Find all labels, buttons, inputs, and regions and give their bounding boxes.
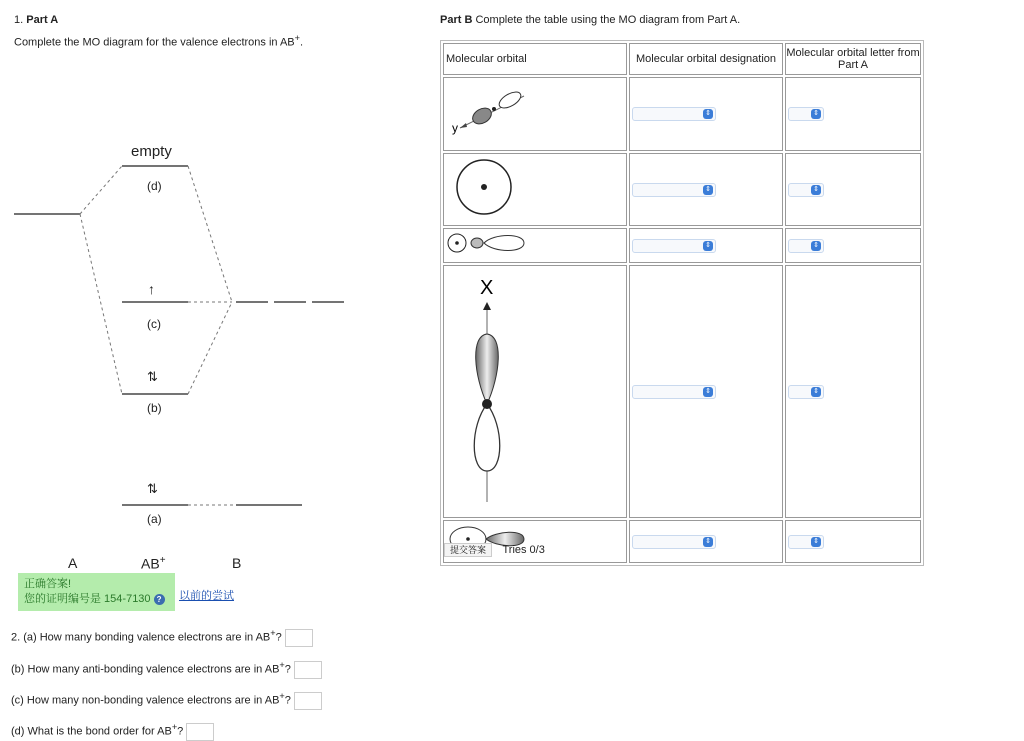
empty-label: empty — [131, 143, 172, 160]
table-row — [443, 228, 921, 263]
question-2d: (d) What is the bond order for AB+? — [11, 722, 214, 741]
table-row — [443, 265, 921, 518]
question-2b: (b) How many anti-bonding valence electrons are in AB+? — [11, 660, 322, 679]
label-c: (c) — [147, 317, 161, 331]
mo-table — [440, 40, 924, 566]
certificate-number: 您的证明编号是 154-7130 ? — [24, 592, 169, 607]
select-arrow-icon: ⇕ — [811, 185, 821, 195]
bonding-electrons-input[interactable] — [285, 629, 313, 647]
designation-select-3[interactable] — [632, 239, 716, 253]
select-arrow-icon: ⇕ — [811, 241, 821, 251]
select-arrow-icon: ⇕ — [703, 109, 713, 119]
mo-diagram — [0, 140, 360, 520]
nonbonding-electrons-input[interactable] — [294, 692, 322, 710]
letter-select-4[interactable] — [788, 385, 824, 399]
help-icon[interactable]: ? — [154, 594, 165, 605]
table-row — [443, 153, 921, 226]
select-arrow-icon: ⇕ — [811, 537, 821, 547]
part-a-title: Part A — [26, 14, 59, 26]
antibonding-electrons-input[interactable] — [294, 661, 322, 679]
select-arrow-icon: ⇕ — [811, 109, 821, 119]
question-2a: 2. (a) How many bonding valence electrons are in AB+? — [11, 628, 313, 647]
label-d: (d) — [147, 179, 162, 193]
part-a-instruction: Complete the MO diagram for the valence electrons in AB+. — [14, 33, 304, 49]
correct-answer-box — [18, 573, 175, 611]
molecule-label: AB+ — [141, 555, 166, 572]
tries-counter: Tries 0/3 — [502, 544, 545, 556]
header-molecular-orbital: Molecular orbital — [443, 43, 627, 75]
designation-select-1[interactable] — [632, 107, 716, 121]
orbital-image-1 — [443, 77, 627, 151]
part-b-header — [440, 14, 740, 26]
part-b-instruction: Complete the table using the MO diagram from Part A. — [475, 14, 741, 26]
select-arrow-icon: ⇕ — [811, 387, 821, 397]
designation-select-4[interactable] — [632, 385, 716, 399]
orbital-image-4 — [443, 265, 627, 518]
table-row — [443, 77, 921, 151]
atom-b-label: B — [232, 555, 242, 571]
orbital-image-2 — [443, 153, 627, 226]
select-arrow-icon: ⇕ — [703, 185, 713, 195]
correct-title: 正确答案! — [24, 578, 72, 590]
question-number: 1. — [14, 14, 24, 26]
label-b: (b) — [147, 401, 162, 415]
table-header-row — [443, 43, 921, 75]
header-designation: Molecular orbital designation — [629, 43, 783, 75]
letter-select-1[interactable] — [788, 107, 824, 121]
label-a: (a) — [147, 512, 162, 526]
electron-pair-b[interactable]: ⇅ — [147, 369, 158, 384]
part-b-title: Part B — [440, 14, 473, 26]
letter-select-2[interactable] — [788, 183, 824, 197]
submit-area — [444, 540, 545, 558]
designation-select-2[interactable] — [632, 183, 716, 197]
bond-order-input[interactable] — [186, 723, 214, 741]
electron-up-arrow[interactable]: ↑ — [148, 281, 155, 297]
letter-select-5[interactable] — [788, 535, 824, 549]
question-2c: (c) How many non-bonding valence electrons are in AB+? — [11, 691, 322, 710]
orbital-image-3 — [443, 228, 627, 263]
part-a-header — [14, 14, 58, 26]
previous-tries-link[interactable]: 以前的尝试 — [179, 590, 234, 602]
electron-pair-a[interactable]: ⇅ — [147, 481, 158, 496]
submit-button[interactable]: 提交答案 — [444, 543, 492, 557]
designation-select-5[interactable] — [632, 535, 716, 549]
letter-select-3[interactable] — [788, 239, 824, 253]
axis-y-label: y — [452, 121, 458, 135]
select-arrow-icon: ⇕ — [703, 241, 713, 251]
axis-x-label: X — [480, 277, 494, 299]
atom-a-label: A — [68, 555, 78, 571]
select-arrow-icon: ⇕ — [703, 387, 713, 397]
select-arrow-icon: ⇕ — [703, 537, 713, 547]
header-letter: Molecular orbital letter from Part A — [785, 43, 921, 75]
correlation-lines — [80, 166, 236, 505]
